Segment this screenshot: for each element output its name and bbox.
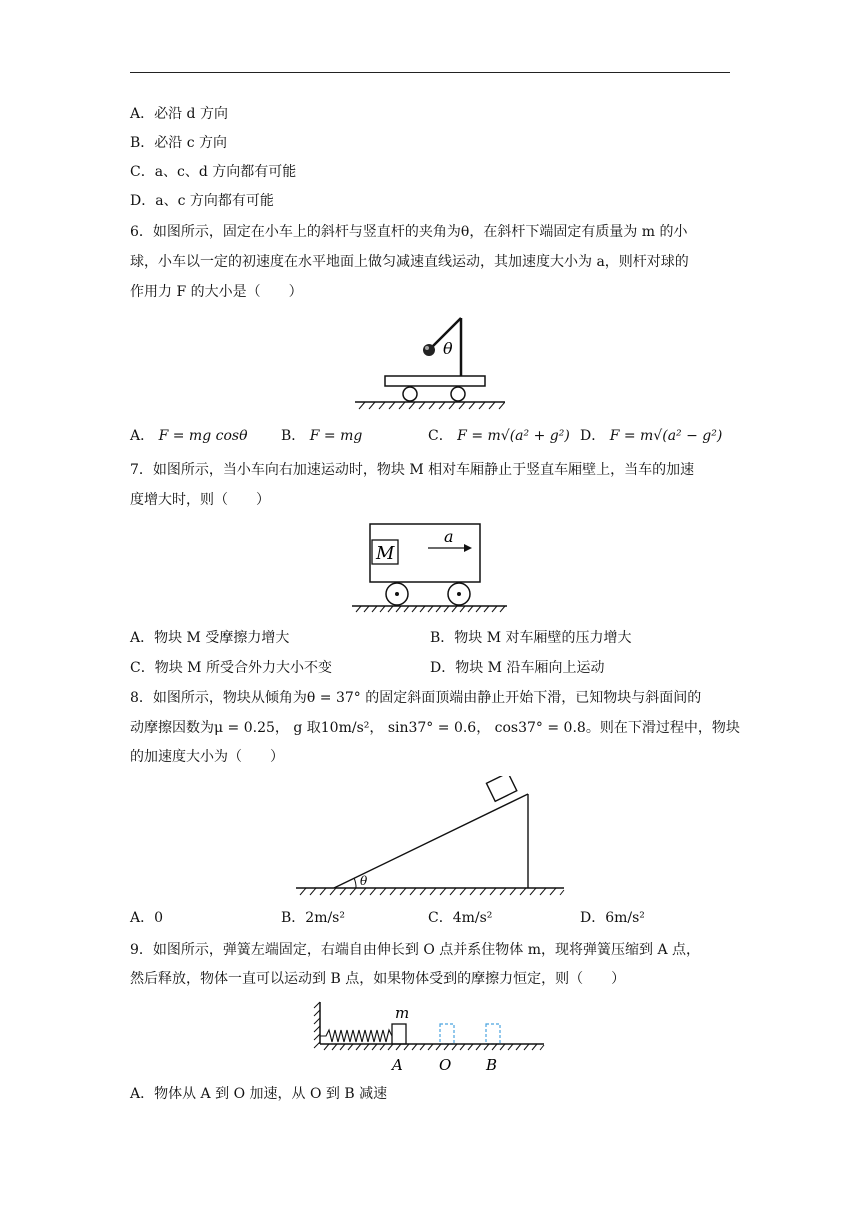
q7-option-b: B．物块 M 对车厢壁的压力增大	[430, 630, 632, 646]
q6-stem-line2: 球，小车以一定的初速度在水平地面上做匀减速直线运动，其加速度大小为 a，则杆对球的	[130, 254, 689, 270]
q6-option-b: B． F = mg	[281, 428, 363, 444]
ball-icon	[423, 344, 435, 356]
q5-option-d: D．a、c 方向都有可能	[130, 193, 274, 209]
q9-mass-label: m	[395, 1004, 410, 1022]
q5-option-c: C．a、c、d 方向都有可能	[130, 164, 297, 180]
q9-point-a-label: A	[392, 1056, 403, 1074]
q7-block-label: M	[376, 543, 395, 564]
q9-figure-spring	[312, 998, 548, 1078]
q6-stem-line1: 6．如图所示，固定在小车上的斜杆与竖直杆的夹角为θ，在斜杆下端固定有质量为 m 的小	[130, 224, 688, 240]
q9-point-o-label: O	[439, 1056, 452, 1074]
q9-point-b-label: B	[486, 1056, 498, 1074]
q7-stem-line1: 7．如图所示，当小车向右加速运动时，物块 M 相对车厢静止于竖直车厢壁上，当车的加速	[130, 462, 695, 478]
q8-option-d: D．6m/s²	[580, 910, 645, 926]
q6-angle-label: θ	[443, 339, 453, 358]
q7-option-c: C．物块 M 所受合外力大小不变	[130, 660, 332, 676]
q7-accel-label: a	[444, 527, 454, 546]
q8-stem-line2: 动摩擦因数为μ = 0.25， g 取10m/s²， sin37° = 0.6， cos37° = 0.8。则在下滑过程中，物块	[130, 720, 740, 736]
q9-dashed-box-b	[486, 1024, 500, 1044]
header-rule	[130, 72, 730, 73]
q6-option-c: C． F = m√(a² + g²)	[428, 428, 570, 444]
q6-option-d: D． F = m√(a² − g²)	[580, 428, 723, 444]
q8-option-a: A．0	[130, 910, 164, 926]
q6-option-a: A． F = mg cosθ	[130, 428, 248, 444]
q8-figure-incline	[296, 776, 566, 900]
q9-stem-line2: 然后释放，物体一直可以运动到 B 点，如果物体受到的摩擦力恒定，则（ ）	[130, 971, 626, 987]
q7-stem-line2: 度增大时，则（ ）	[130, 492, 270, 508]
q7-figure-box-car	[352, 520, 507, 616]
q9-option-a: A．物体从 A 到 O 加速，从 O 到 B 减速	[130, 1086, 388, 1102]
q5-option-a: A．必沿 d 方向	[130, 106, 228, 122]
q7-option-d: D．物块 M 沿车厢向上运动	[430, 660, 605, 676]
spring-icon	[320, 1030, 392, 1042]
q6-figure-cart	[355, 312, 505, 412]
q8-angle-label: θ	[360, 874, 368, 888]
q8-option-b: B．2m/s²	[281, 910, 345, 926]
q8-stem-line3: 的加速度大小为（ ）	[130, 749, 284, 765]
q8-stem-line1: 8．如图所示，物块从倾角为θ = 37° 的固定斜面顶端由静止开始下滑，已知物块与斜面间的	[130, 690, 702, 706]
q5-option-b: B．必沿 c 方向	[130, 135, 228, 151]
q6-stem-line3: 作用力 F 的大小是（ ）	[130, 284, 303, 300]
q9-stem-line1: 9．如图所示，弹簧左端固定，右端自由伸长到 O 点并系住物体 m，现将弹簧压缩到 A 点，	[130, 942, 701, 958]
q7-option-a: A．物块 M 受摩擦力增大	[130, 630, 290, 646]
q9-dashed-box-o	[440, 1024, 454, 1044]
q8-option-c: C．4m/s²	[428, 910, 493, 926]
